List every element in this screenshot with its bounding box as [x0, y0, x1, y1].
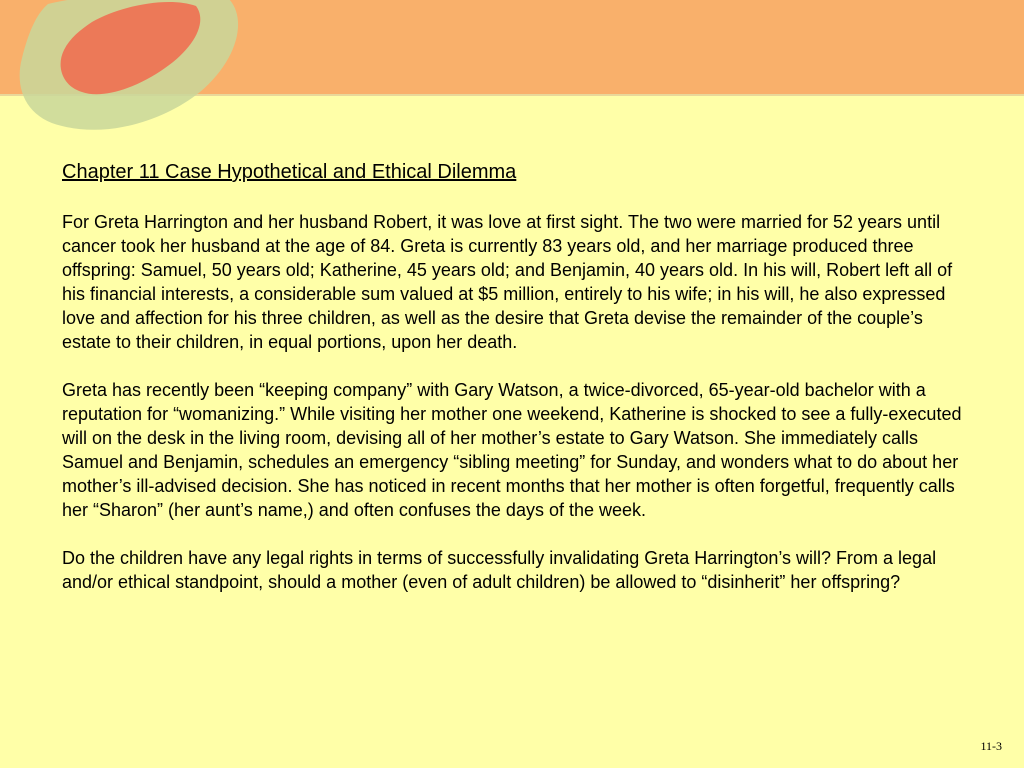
leaf-decoration: [0, 0, 260, 140]
case-paragraph: Greta has recently been “keeping company” with Gary Watson, a twice-divorced, 65-year-old bachelor with a reputation for “womanizing.” While visiting her mother one weekend, Katherine is shocked to see a fully-executed will on the desk in the living room, devising all of her mother’s estate to Gary Watson. She immediately calls Samuel and Benjamin, schedules an emergency “sibling meeting” for Sunday, and wonders what to do about her mother’s ill-advised decision. She has noticed in recent months that her mother is often forgetful, frequently calls her “Sharon” (her aunt’s name,) and often confuses the days of the week.: [62, 380, 962, 520]
slide-number: 11-3: [980, 739, 1002, 753]
slide-title: Chapter 11 Case Hypothetical and Ethical Dilemma: [62, 161, 517, 183]
slide-content: [62, 158, 967, 618]
question-paragraph: Do the children have any legal rights in terms of successfully invalidating Greta Harrington’s will? From a legal and/or ethical standpoint, should a mother (even of adult children) be allowed to “disinherit” her offspring?: [62, 548, 937, 592]
case-paragraph: For Greta Harrington and her husband Robert, it was love at first sight. The two were married for 52 years until cancer took her husband at the age of 84. Greta is currently 83 years old, and her marriage produced three offspring: Samuel, 50 years old; Katherine, 45 years old; and Benjamin, 40 years old. In his will, Robert left all of his financial interests, a considerable sum valued at $5 million, entirely to his wife; in his will, he also expressed love and affection for his three children, as well as the desire that Greta devise the remainder of the couple’s estate to their children, in equal portions, upon her death.: [62, 212, 953, 352]
